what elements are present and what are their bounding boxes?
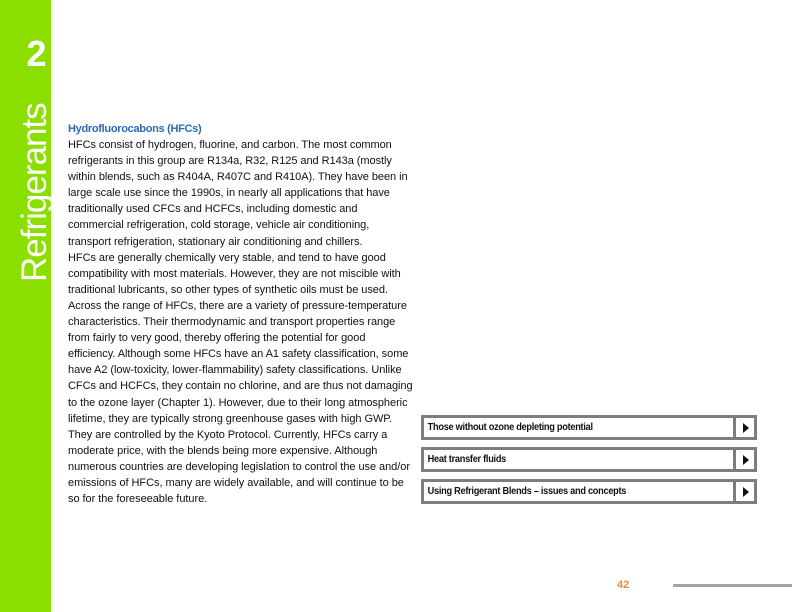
article-section (68, 121, 413, 507)
link-heat-transfer-fluids-button[interactable] (421, 447, 757, 472)
arrow-right-icon (743, 455, 749, 465)
page-number: 42 (617, 579, 630, 591)
arrow-cell[interactable] (733, 418, 754, 437)
link-label: Those without ozone depleting potential (427, 422, 593, 433)
section-heading: Hydrofluorocabons (HFCs) (68, 123, 202, 135)
related-topics-list (421, 415, 757, 511)
link-label: Heat transfer fluids (427, 454, 507, 465)
article-body (68, 137, 413, 507)
arrow-cell[interactable] (733, 450, 754, 469)
chapter-sidebar (0, 0, 54, 612)
footer-divider (673, 584, 792, 587)
link-refrigerant-blends-button[interactable] (421, 479, 757, 504)
link-ozone-potential-button[interactable] (421, 415, 757, 440)
chapter-number: 2 (26, 33, 46, 74)
link-label: Using Refrigerant Blends – issues and concepts (427, 486, 627, 497)
arrow-right-icon (743, 423, 749, 433)
arrow-cell[interactable] (733, 482, 754, 501)
paragraph: HFCs are generally chemically very stable, and tend to have good compatibility with most materials. However, they are not miscible with traditional lubricants, so other types of synthetic oils must be used. Across the range of HFCs, there are a variety of pressure-temperature characteristics. Their thermodynamic and transport properties range from fairly to very good, thereby offering the potential for good efficiency. Although some HFCs have an A1 safety classification, some have A2 (low-toxicity, lower-flammability) safety classifications. Unlike CFCs and HCFCs, they contain no chlorine, and are thus not damaging to the ozone layer (Chapter 1). However, due to their long atmospheric lifetime, they are typically strong greenhouse gases with high GWP. They are controlled by the Kyoto Protocol. Currently, HFCs carry a moderate price, with the blends being more expensive. Although numerous countries are developing legislation to control the use and/or emissions of HFCs, many are widely available, and will continue to be so for the foreseeable future. (68, 251, 413, 506)
chapter-title: Refrigerants (15, 103, 54, 282)
arrow-right-icon (743, 487, 749, 497)
paragraph: HFCs consist of hydrogen, fluorine, and carbon. The most common refrigerants in this group are R134a, R32, R125 and R143a (mostly within blends, such as R404A, R407C and R410A). They have been in large scale use since the 1990s, in nearly all applications that have traditionally used CFCs and HCFCs, including domestic and commercial refrigeration, cold storage, vehicle air conditioning, transport refrigeration, stationary air conditioning and chillers. (68, 139, 408, 248)
